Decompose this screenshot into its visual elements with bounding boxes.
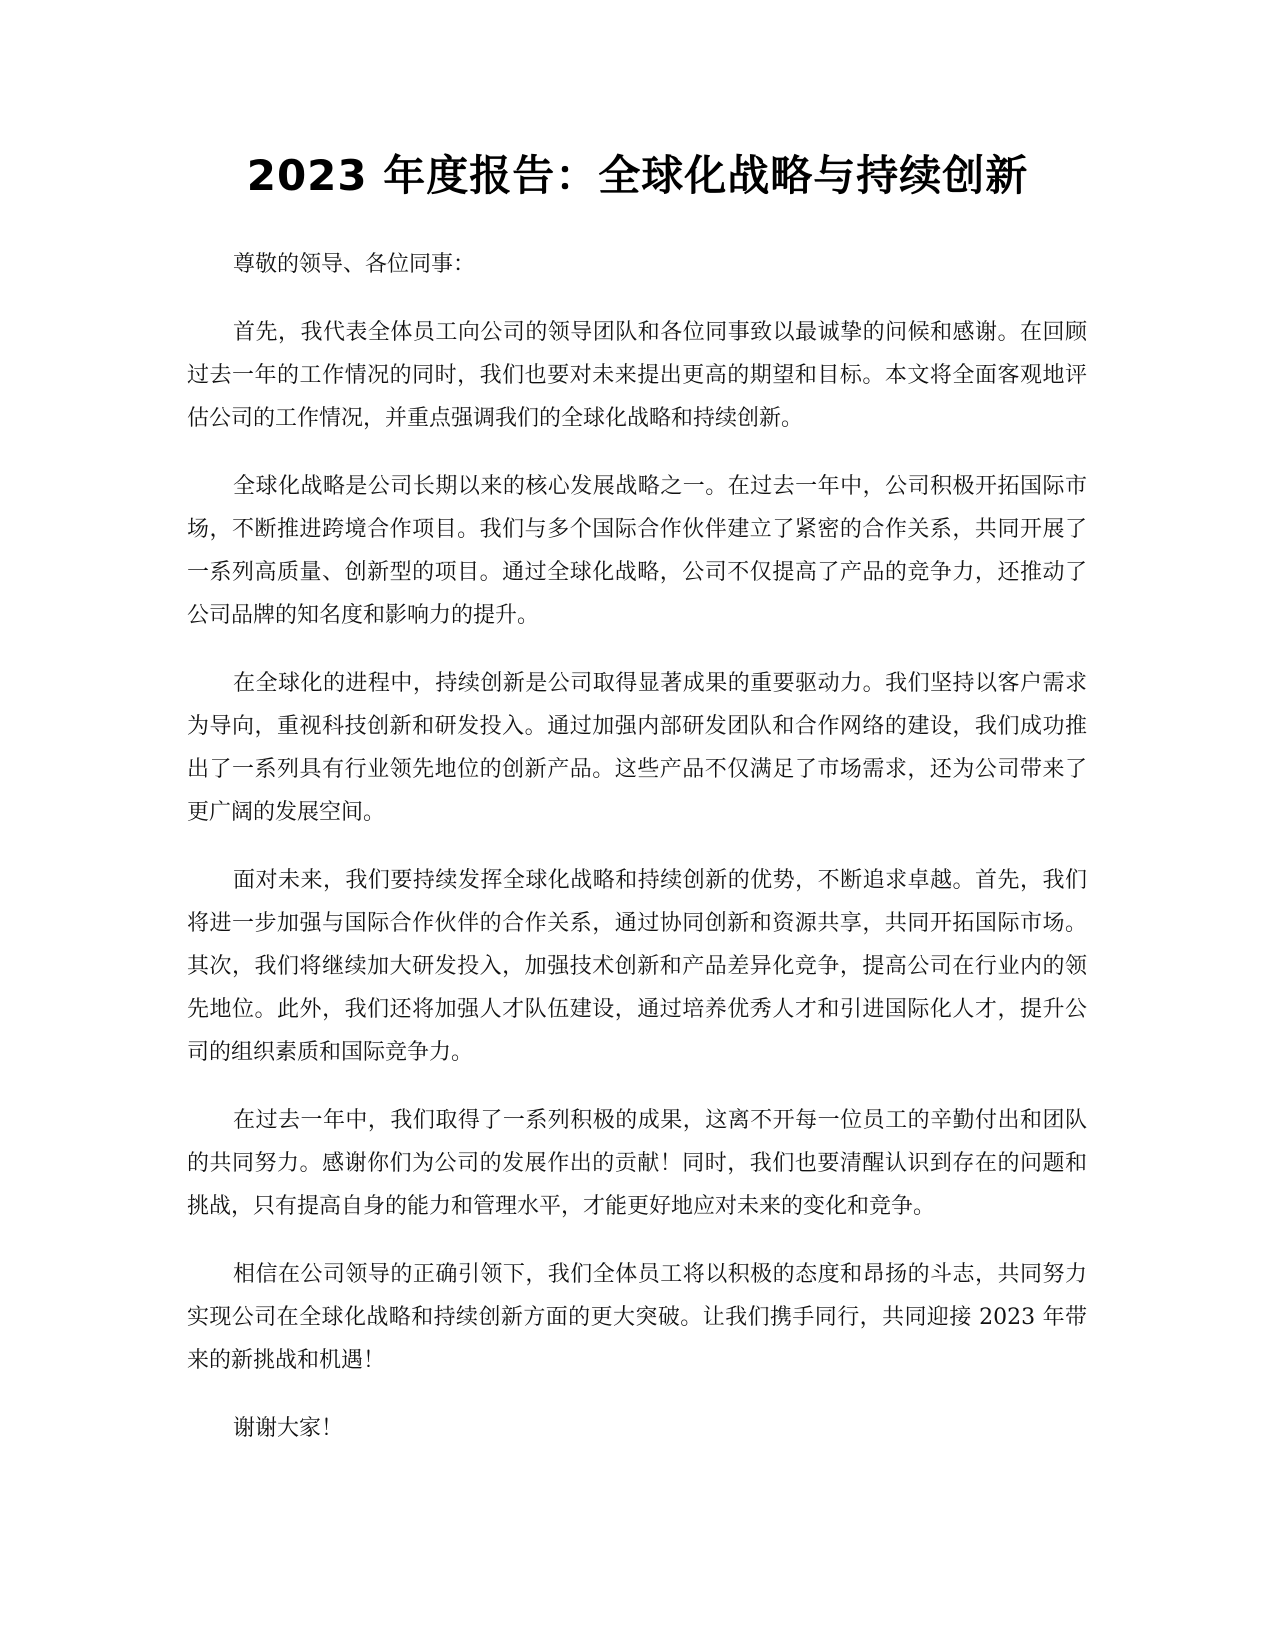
salutation: 尊敬的领导、各位同事： <box>233 252 476 277</box>
paragraph-intro: 首先，我代表全体员工向公司的领导团队和各位同事致以最诚挚的问候和感谢。在回顾过去一年的工作情况的同时，我们也要对未来提出更高的期望和目标。本文将全面客观地评估公司的工作情况，并重点强调我们的全球化战略和持续创新。 <box>187 320 1087 431</box>
paragraph-globalization: 全球化战略是公司长期以来的核心发展战略之一。在过去一年中，公司积极开拓国际市场，不断推进跨境合作项目。我们与多个国际合作伙伴建立了紧密的合作关系，共同开展了一系列高质量、创新型的项目。通过全球化战略，公司不仅提高了产品的竞争力，还推动了公司品牌的知名度和影响力的提升。 <box>187 474 1087 628</box>
document-title: 2023 年度报告：全球化战略与持续创新 <box>246 151 1029 200</box>
paragraph-outlook: 相信在公司领导的正确引领下，我们全体员工将以积极的态度和昂扬的斗志，共同努力实现公司在全球化战略和持续创新方面的更大突破。让我们携手同行，共同迎接 2023 年带来的新挑战和机遇！ <box>187 1262 1087 1373</box>
paragraph-future: 面对未来，我们要持续发挥全球化战略和持续创新的优势，不断追求卓越。首先，我们将进一步加强与国际合作伙伴的合作关系，通过协同创新和资源共享，共同开拓国际市场。其次，我们将继续加大研发投入，加强技术创新和产品差异化竞争，提高公司在行业内的领先地位。此外，我们还将加强人才队伍建设，通过培养优秀人才和引进国际化人才，提升公司的组织素质和国际竞争力。 <box>187 868 1087 1065</box>
closing-remark: 谢谢大家！ <box>233 1416 344 1441</box>
document-body <box>187 243 1087 1450</box>
paragraph-innovation: 在全球化的进程中，持续创新是公司取得显著成果的重要驱动力。我们坚持以客户需求为导向，重视科技创新和研发投入。通过加强内部研发团队和合作网络的建设，我们成功推出了一系列具有行业领先地位的创新产品。这些产品不仅满足了市场需求，还为公司带来了更广阔的发展空间。 <box>187 671 1087 825</box>
paragraph-achievements: 在过去一年中，我们取得了一系列积极的成果，这离不开每一位员工的辛勤付出和团队的共同努力。感谢你们为公司的发展作出的贡献！同时，我们也要清醒认识到存在的问题和挑战，只有提高自身的能力和管理水平，才能更好地应对未来的变化和竞争。 <box>187 1108 1087 1219</box>
